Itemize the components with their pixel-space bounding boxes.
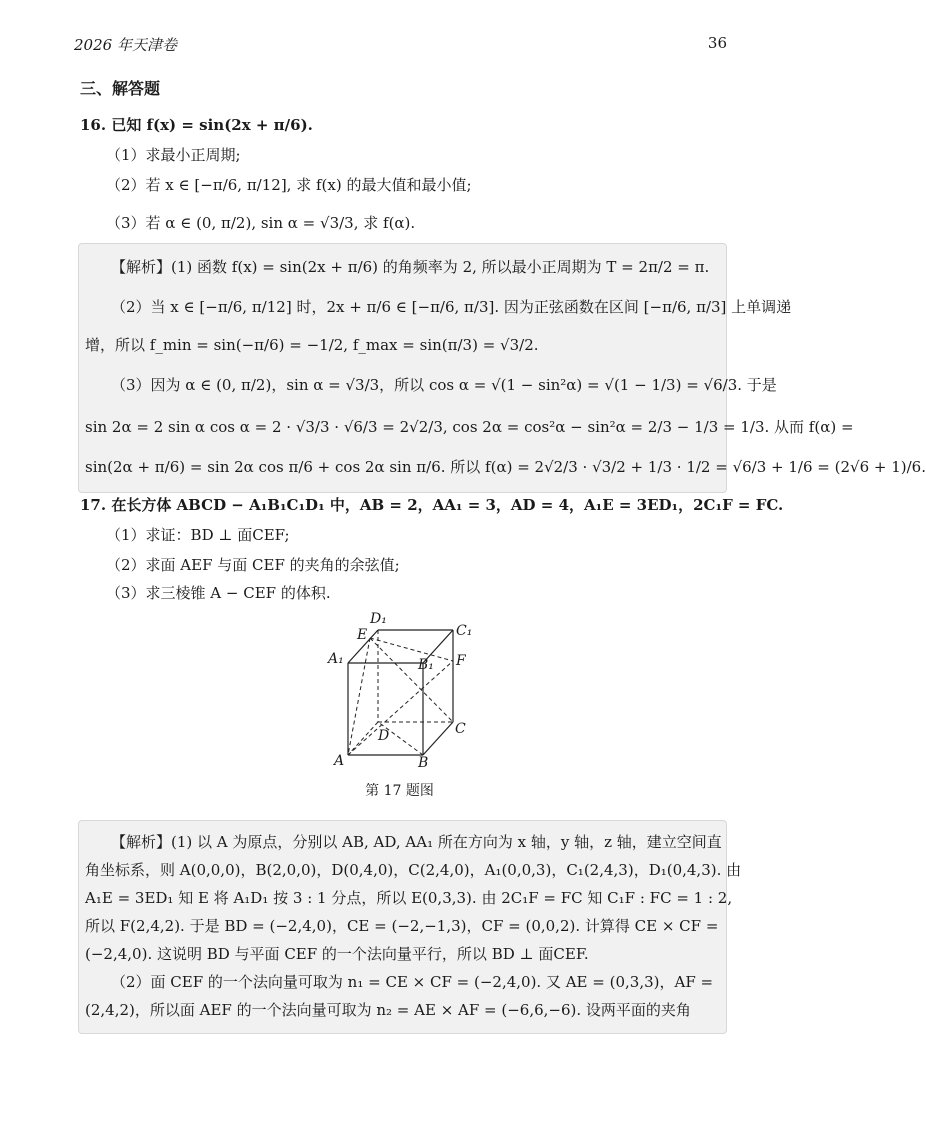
q16-solution-line: 【解析】(1) 函数 f(x) = sin(2x + π/6) 的角频率为 2, 所以最小正周期为 T = 2π/2 = π. [111,258,710,276]
q17-solution-line: 角坐标系，则 A(0,0,0)，B(2,0,0)，D(0,4,0)，C(2,4,0)，A₁(0,0,3)，C₁(2,4,3)，D₁(0,4,3). 由 [85,861,742,879]
q16-solution-line: sin 2α = 2 sin α cos α = 2 · √3/3 · √6/3 = 2√2/3, cos 2α = cos²α − sin²α = 2/3 − 1/3 = 1/3. 从而 f(α) = [85,418,854,436]
label-D1: D₁ [370,611,387,627]
q17-solution-line: (−2,4,0). 这说明 BD 与平面 CEF 的一个法向量平行，所以 BD ⊥ 面CEF. [85,945,589,963]
figure-caption: 第 17 题图 [365,783,434,799]
q17-solution-line: A₁E = 3ED₁ 知 E 将 A₁D₁ 按 3 : 1 分点，所以 E(0,3,3). 由 2C₁F = FC 知 C₁F : FC = 1 : 2, [85,889,733,907]
cuboid-figure [320,605,480,775]
q17-solution-box [78,820,742,1034]
q16-solution-line: （2）当 x ∈ [−π/6, π/12] 时，2x + π/6 ∈ [−π/6, π/3]. 因为正弦函数在区间 [−π/6, π/3] 上单调递 [111,298,792,316]
label-A: A [334,753,345,769]
q16-stem: 16. 已知 f(x) = sin(2x + π/6). [80,116,313,134]
q17-part-1: （1）求证：BD ⊥ 面CEF; [106,526,290,544]
q17-solution-line: (2,4,2)，所以面 AEF 的一个法向量可取为 n₂ = AE × AF = (−6,6,−6). 设两平面的夹角 [85,1001,691,1019]
q16-solution-line: sin(2α + π/6) = sin 2α cos π/6 + cos 2α sin π/6. 所以 f(α) = 2√2/3 · √3/2 + 1/3 · 1/2 = √6/3 + 1/6 = (2√6 + 1)/6. [85,458,926,476]
q17-solution-line: （2）面 CEF 的一个法向量可取为 n₁ = CE × CF = (−2,4,0). 又 AE = (0,3,3)，AF = [111,973,714,991]
q17-solution-line: 所以 F(2,4,2). 于是 BD = (−2,4,0)，CE = (−2,−1,3)，CF = (0,0,2). 计算得 CE × CF = [85,917,719,935]
section-title: 三、解答题 [80,79,161,98]
q17-stem: 17. 在长方体 ABCD − A₁B₁C₁D₁ 中，AB = 2，AA₁ = 3，AD = 4，A₁E = 3ED₁，2C₁F = FC. [80,496,784,514]
label-E: E [357,627,368,643]
label-B1: B₁ [418,657,434,673]
label-C1: C₁ [456,623,473,639]
q16-solution-line: （3）因为 α ∈ (0, π/2)，sin α = √3/3，所以 cos α = √(1 − sin²α) = √(1 − 1/3) = √6/3. 于是 [111,376,777,394]
q17-solution-line: 【解析】(1) 以 A 为原点，分别以 AB, AD, AA₁ 所在方向为 x 轴，y 轴，z 轴，建立空间直 [111,833,722,851]
q16-solution-box [78,243,926,493]
q17-part-3: （3）求三棱锥 A − CEF 的体积. [106,584,331,602]
label-F: F [456,653,466,669]
running-header: 2026 年天津卷 [74,36,177,54]
label-D: D [378,728,390,744]
q16-part-2: （2）若 x ∈ [−π/6, π/12], 求 f(x) 的最大值和最小值; [106,176,472,194]
q16-part-1: （1）求最小正周期; [106,146,241,164]
page-number: 36 [707,34,727,52]
q16-part-3: （3）若 α ∈ (0, π/2), sin α = √3/3, 求 f(α). [106,214,416,232]
label-A1: A₁ [328,651,344,667]
q17-part-2: （2）求面 AEF 与面 CEF 的夹角的余弦值; [106,556,400,574]
q16-solution-line: 增，所以 f_min = sin(−π/6) = −1/2, f_max = sin(π/3) = √3/2. [85,336,539,354]
label-B: B [418,755,429,771]
label-C: C [455,721,466,737]
